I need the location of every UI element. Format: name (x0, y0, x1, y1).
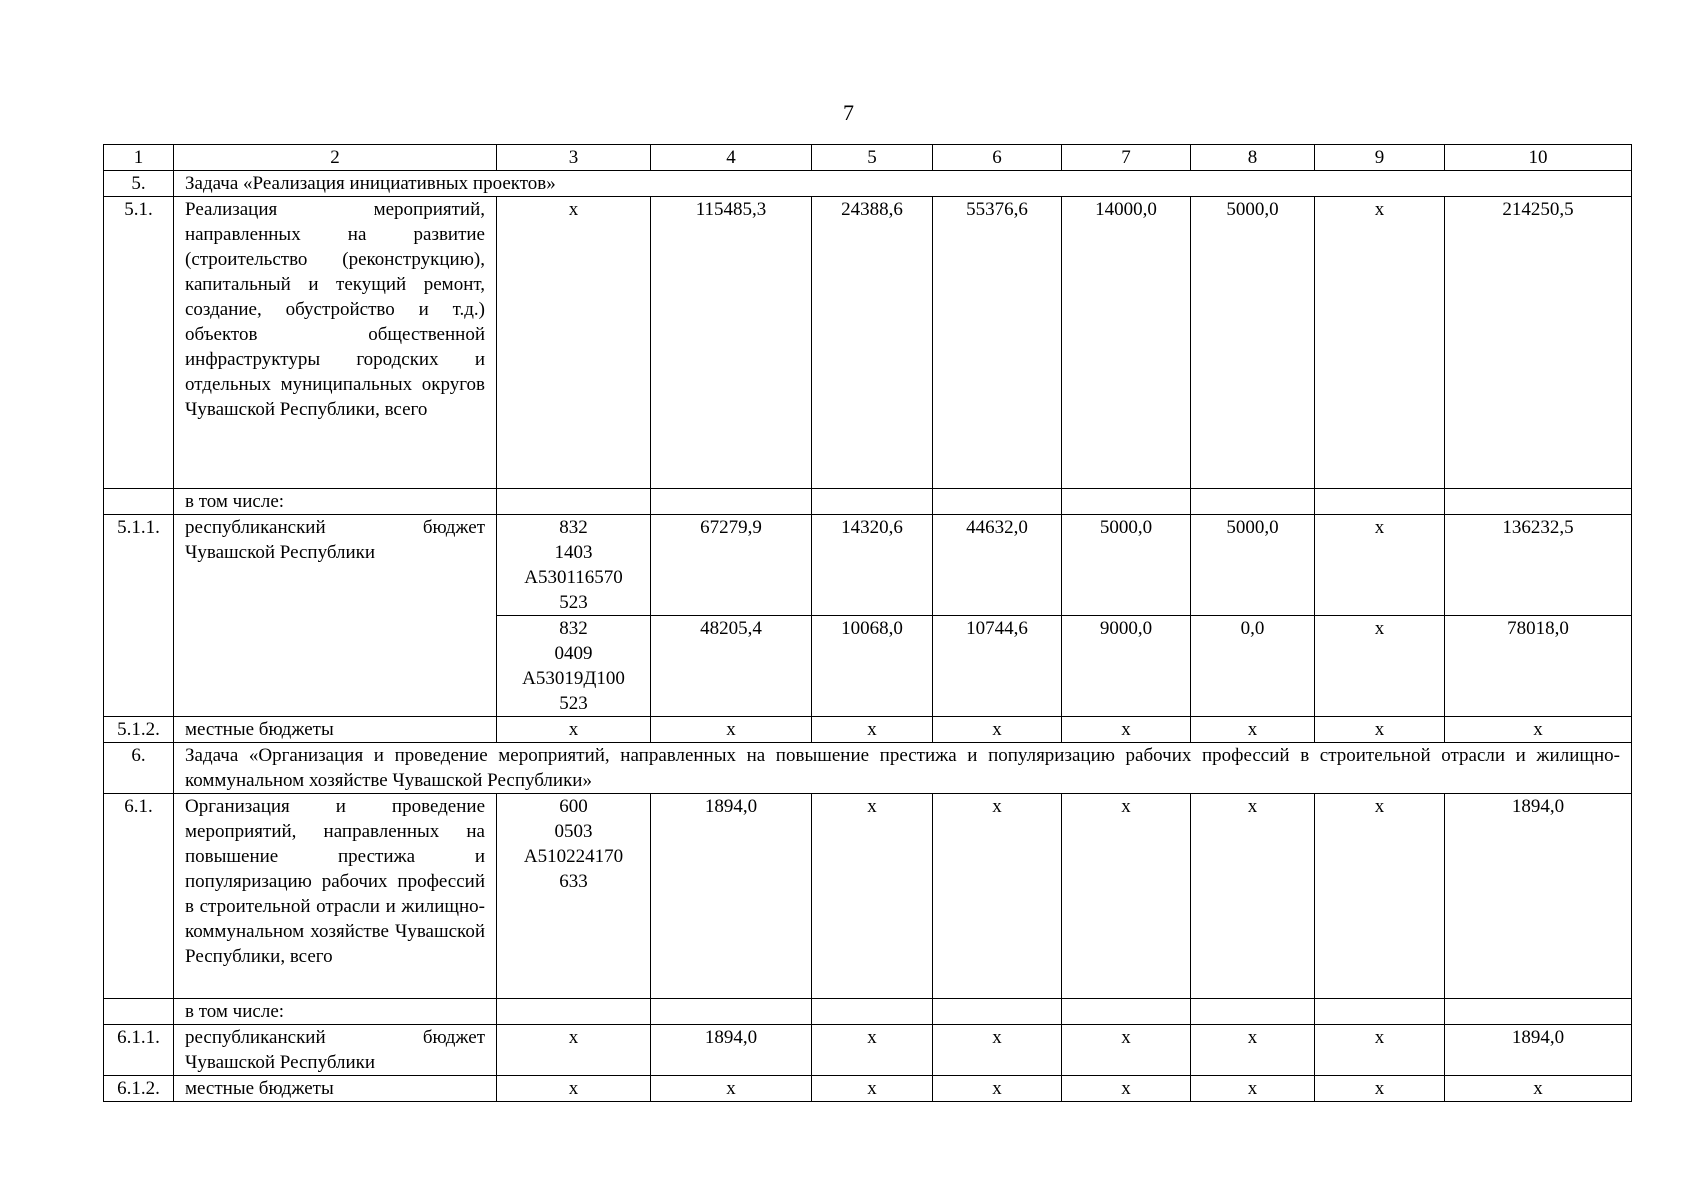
row-number: 5. (104, 171, 174, 197)
table-row (104, 794, 1632, 999)
row-number: 6.1.1. (104, 1025, 174, 1076)
value-col-5: 24388,6 (812, 197, 933, 489)
value-col-8: 5000,0 (1191, 515, 1315, 616)
budget-code: х (497, 1025, 651, 1076)
value-col-9: х (1315, 197, 1445, 489)
value-col-9: х (1315, 1076, 1445, 1102)
row-number (104, 489, 174, 515)
value-col-9: х (1315, 1025, 1445, 1076)
value-col-10: 136232,5 (1445, 515, 1632, 616)
value-col-8: х (1191, 1025, 1315, 1076)
value-col-10: 1894,0 (1445, 1025, 1632, 1076)
value-col-6: х (933, 1076, 1062, 1102)
value-col-5: х (812, 717, 933, 743)
row-number (104, 999, 174, 1025)
value-col-5: х (812, 1025, 933, 1076)
table-row (104, 999, 1632, 1025)
value-col-5: х (812, 1076, 933, 1102)
value-col-10: х (1445, 1076, 1632, 1102)
header-cell: 1 (104, 145, 174, 171)
value-col-7: х (1062, 1025, 1191, 1076)
row-number: 5.1.2. (104, 717, 174, 743)
row-number: 6. (104, 743, 174, 794)
value-col-4: 1894,0 (651, 1025, 812, 1076)
row-name: в том числе: (174, 999, 497, 1025)
value-col-6: х (933, 717, 1062, 743)
header-cell: 3 (497, 145, 651, 171)
value-col-7: х (1062, 1076, 1191, 1102)
header-cell: 4 (651, 145, 812, 171)
header-cell: 10 (1445, 145, 1632, 171)
budget-code: х (497, 1076, 651, 1102)
column-header-row (104, 145, 1632, 171)
value-col-10: 78018,0 (1445, 616, 1632, 717)
value-col-5: х (812, 794, 933, 999)
row-number: 6.1. (104, 794, 174, 999)
value-col-8: 0,0 (1191, 616, 1315, 717)
header-cell: 5 (812, 145, 933, 171)
value-col-4: 115485,3 (651, 197, 812, 489)
budget-table (103, 144, 1632, 1102)
value-col-7: х (1062, 717, 1191, 743)
value-col-10: х (1445, 717, 1632, 743)
value-col-4: 48205,4 (651, 616, 812, 717)
value-col-6: х (933, 794, 1062, 999)
row-number: 5.1. (104, 197, 174, 489)
budget-code: 832 1403 А530116570 523 (497, 515, 651, 616)
value-col-7: 14000,0 (1062, 197, 1191, 489)
value-col-9: х (1315, 717, 1445, 743)
row-name: местные бюджеты (174, 717, 497, 743)
table-row (104, 1076, 1632, 1102)
budget-code: 832 0409 А53019Д100 523 (497, 616, 651, 717)
value-col-6: 55376,6 (933, 197, 1062, 489)
budget-code: х (497, 197, 651, 489)
header-cell: 2 (174, 145, 497, 171)
table-row (104, 197, 1632, 489)
value-col-6: 10744,6 (933, 616, 1062, 717)
header-cell: 8 (1191, 145, 1315, 171)
header-cell: 7 (1062, 145, 1191, 171)
row-name: Реализация мероприятий, направленных на развитие (строительство (реконструкцию), капитальный и текущий ремонт, создание, обустройство и т.д.) объектов общественной инфраструктуры городских и отдельных муниципальных округов Чувашской Республики, всего (174, 197, 497, 489)
row-name: республиканский бюджет Чувашской Республики (174, 1025, 497, 1076)
table-row (104, 717, 1632, 743)
task-title: Задача «Реализация инициативных проектов» (174, 171, 1632, 197)
value-col-8: х (1191, 794, 1315, 999)
value-col-8: 5000,0 (1191, 197, 1315, 489)
header-cell: 6 (933, 145, 1062, 171)
value-col-9: х (1315, 794, 1445, 999)
value-col-6: х (933, 1025, 1062, 1076)
value-col-7: х (1062, 794, 1191, 999)
row-name: местные бюджеты (174, 1076, 497, 1102)
row-name: Организация и проведение мероприятий, направленных на повышение престижа и популяризацию рабочих профессий в строительной отрасли и жилищно-коммунальном хозяйстве Чувашской Республики, всего (174, 794, 497, 999)
value-col-8: х (1191, 1076, 1315, 1102)
budget-code: 600 0503 А510224170 633 (497, 794, 651, 999)
row-number: 6.1.2. (104, 1076, 174, 1102)
value-col-4: 67279,9 (651, 515, 812, 616)
table-row (104, 489, 1632, 515)
row-name: республиканский бюджет Чувашской Республики (174, 515, 497, 717)
value-col-4: х (651, 717, 812, 743)
budget-code: х (497, 717, 651, 743)
task-title: Задача «Организация и проведение мероприятий, направленных на повышение престижа и популяризацию рабочих профессий в строительной отрасли и жилищно-коммунальном хозяйстве Чувашской Республики» (174, 743, 1632, 794)
value-col-4: 1894,0 (651, 794, 812, 999)
task-row (104, 171, 1632, 197)
table-row (104, 1025, 1632, 1076)
header-cell: 9 (1315, 145, 1445, 171)
value-col-10: 1894,0 (1445, 794, 1632, 999)
value-col-7: 9000,0 (1062, 616, 1191, 717)
value-col-10: 214250,5 (1445, 197, 1632, 489)
value-col-9: х (1315, 616, 1445, 717)
row-number: 5.1.1. (104, 515, 174, 717)
page-number: 7 (843, 100, 854, 125)
value-col-5: 10068,0 (812, 616, 933, 717)
value-col-4: х (651, 1076, 812, 1102)
value-col-9: х (1315, 515, 1445, 616)
value-col-5: 14320,6 (812, 515, 933, 616)
task-row (104, 743, 1632, 794)
value-col-6: 44632,0 (933, 515, 1062, 616)
value-col-8: х (1191, 717, 1315, 743)
row-name: в том числе: (174, 489, 497, 515)
table-row (104, 515, 1632, 616)
value-col-7: 5000,0 (1062, 515, 1191, 616)
